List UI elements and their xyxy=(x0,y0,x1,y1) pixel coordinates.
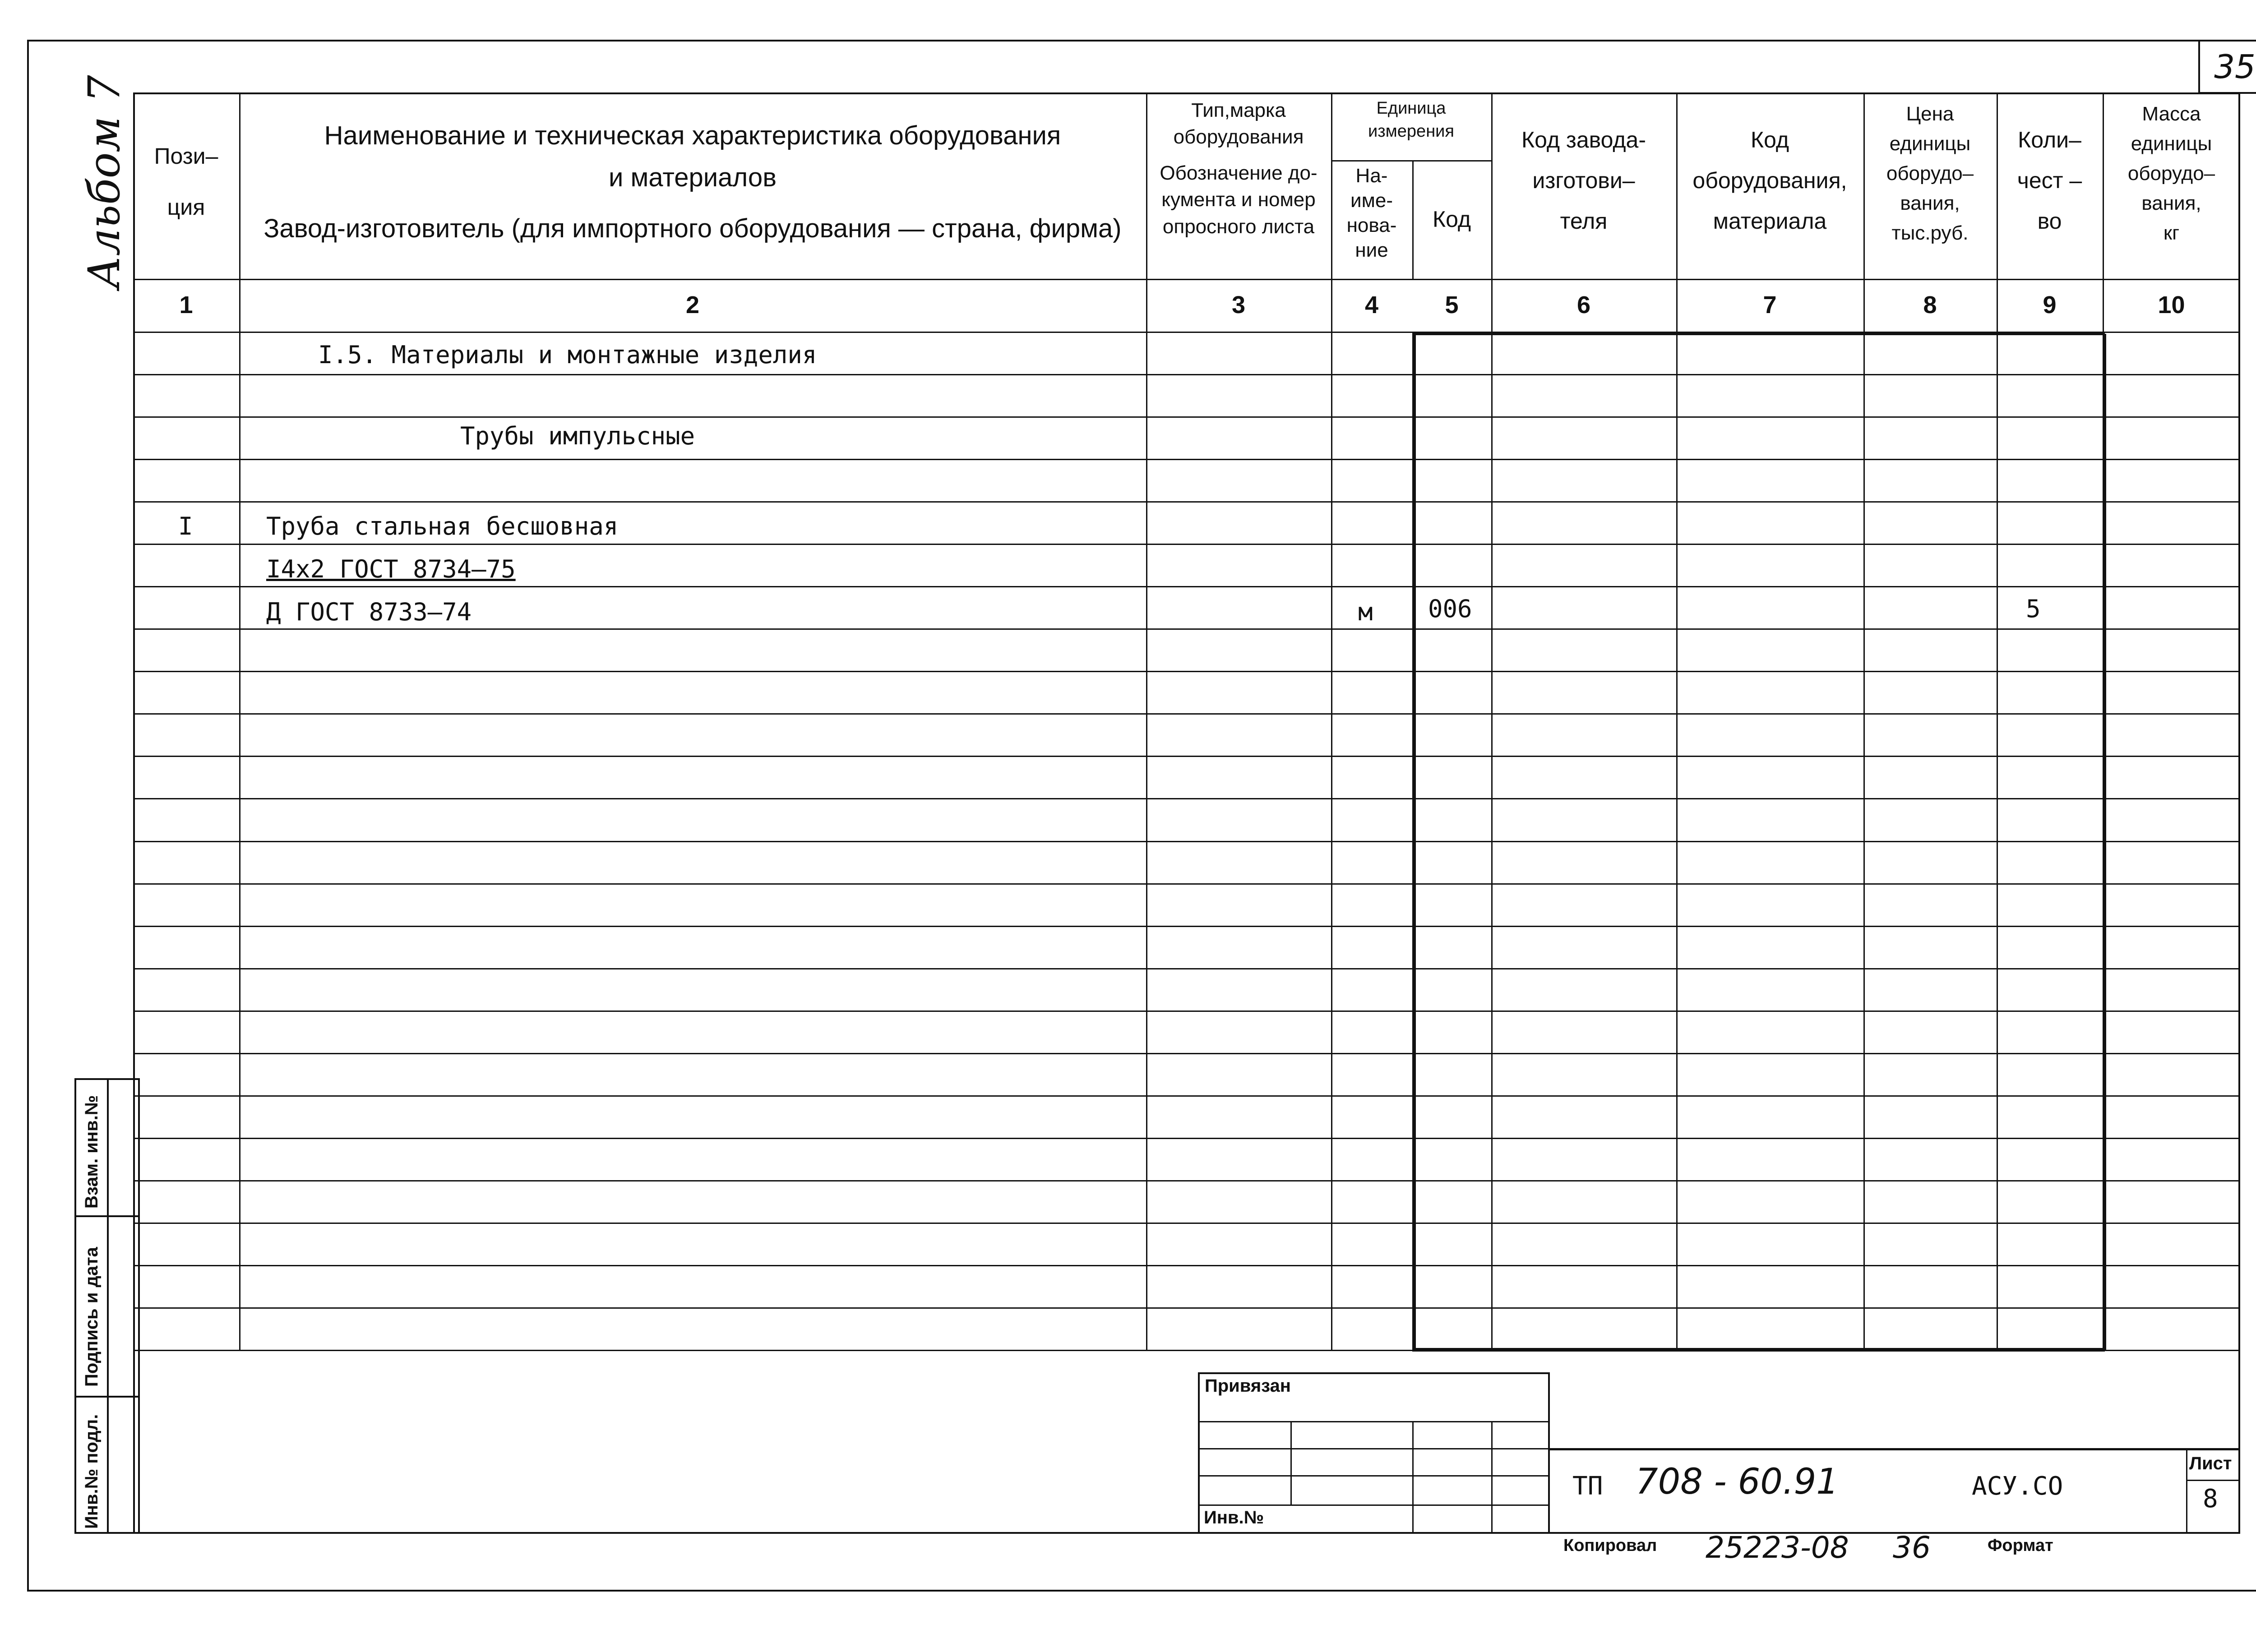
header-text: Единица xyxy=(1376,99,1446,118)
table-row-line xyxy=(133,374,2240,375)
table-row-line xyxy=(133,459,2240,460)
header-text: опросного листа xyxy=(1162,215,1315,238)
stamp-copied: Копировал xyxy=(1563,1536,1657,1555)
stamp-line xyxy=(1198,1448,1550,1449)
stamp-privyazan: Привязан xyxy=(1205,1376,1291,1396)
col-number: 10 xyxy=(2158,291,2185,318)
side-label-vzam: Взам. инв.№ xyxy=(82,1095,102,1209)
stamp-line xyxy=(1198,1421,1550,1422)
item-unit: м xyxy=(1358,598,1373,626)
header-text: ция xyxy=(167,194,205,220)
stamp-doc-number: 708 - 60.91 xyxy=(1636,1462,1839,1502)
title-block-line xyxy=(2186,1448,2187,1534)
col-line xyxy=(1491,92,1493,1351)
table-row-line xyxy=(133,713,2240,715)
header-text: Код xyxy=(1750,127,1789,152)
subsection-title: Трубы импульсные xyxy=(460,422,695,450)
table-row-line xyxy=(133,1180,2240,1181)
header-text: единицы xyxy=(1889,133,1971,155)
title-block-line xyxy=(2186,1480,2240,1481)
table-row-line xyxy=(133,628,2240,630)
table-row-line xyxy=(133,1265,2240,1266)
side-strip-divider xyxy=(107,1080,109,1532)
header-text: оборудо– xyxy=(1886,162,1974,185)
header-text: Цена xyxy=(1906,103,1954,125)
header-text: тыс.руб. xyxy=(1891,222,1969,244)
item-quantity: 5 xyxy=(2026,595,2041,623)
header-equip-code xyxy=(1678,120,1861,241)
header-text: Код завода- xyxy=(1521,127,1646,152)
col-number: 1 xyxy=(179,291,193,318)
table-row-line xyxy=(133,1053,2240,1054)
header-text: Масса xyxy=(2142,103,2201,125)
stamp-line xyxy=(1198,1475,1550,1477)
unit-divider xyxy=(1331,160,1491,162)
header-position xyxy=(135,140,237,223)
header-unit xyxy=(1333,97,1489,143)
table-row-line xyxy=(133,1223,2240,1224)
header-line xyxy=(1412,332,2105,335)
header-unit-code: Код xyxy=(1432,207,1471,232)
header-price xyxy=(1866,99,1994,248)
table-row-line xyxy=(133,544,2240,545)
header-text: Тип,марка xyxy=(1191,99,1286,121)
stamp-code: АСУ.СО xyxy=(1972,1472,2063,1501)
header-mass xyxy=(2105,99,2238,248)
title-block-line xyxy=(1550,1448,2240,1450)
side-label-inv-podl: Инв.№ подл. xyxy=(82,1414,102,1529)
col-number: 9 xyxy=(2043,291,2057,318)
header-text: Пози– xyxy=(154,143,218,169)
item-name: Труба стальная бесшовная xyxy=(266,512,619,540)
col-line xyxy=(2103,334,2106,1351)
section-title: I.5. Материалы и монтажные изделия xyxy=(318,341,817,369)
side-label-signature: Подпись и дата xyxy=(82,1247,102,1387)
table-row-line xyxy=(133,841,2240,842)
stamp-line xyxy=(1198,1504,1550,1506)
table-row-line xyxy=(133,1011,2240,1012)
col-number: 6 xyxy=(1576,291,1591,318)
header-text: вания, xyxy=(1900,192,1960,214)
header-text: кг xyxy=(2163,222,2180,244)
item-spec-1: I4x2 ГОСТ 8734–75 xyxy=(266,555,516,583)
stamp-tp: ТП xyxy=(1572,1472,1603,1501)
stamp-line xyxy=(1491,1421,1493,1534)
header-unit-name xyxy=(1333,163,1410,263)
col-line xyxy=(1676,92,1678,1351)
header-text: измерения xyxy=(1368,122,1454,141)
header-name xyxy=(241,115,1144,249)
page-number: 35 xyxy=(2198,40,2256,94)
header-text: вания, xyxy=(2141,192,2201,214)
stamp-line xyxy=(1412,1421,1414,1534)
header-line xyxy=(133,279,2240,280)
side-strip xyxy=(74,1078,140,1534)
header-type xyxy=(1148,97,1329,240)
header-text: Обозначение до- xyxy=(1160,162,1318,184)
table-row-line xyxy=(133,416,2240,418)
header-text: ние xyxy=(1355,239,1388,261)
col-line xyxy=(239,92,240,1351)
table-row-line xyxy=(133,798,2240,799)
header-text: оборудования, xyxy=(1692,168,1847,193)
stamp-copy-number-2: 36 xyxy=(1893,1530,1931,1565)
stamp-inv: Инв.№ xyxy=(1204,1508,1264,1527)
header-text: изготови– xyxy=(1532,168,1635,193)
header-text: нова- xyxy=(1346,214,1397,236)
table-row-line xyxy=(133,756,2240,757)
side-strip-line xyxy=(76,1215,138,1217)
stamp-copy-number: 25223-08 xyxy=(1706,1530,1849,1565)
header-text: во xyxy=(2037,208,2062,234)
stamp-line xyxy=(1290,1421,1292,1504)
col-line xyxy=(1146,92,1147,1351)
table-row-line xyxy=(133,586,2240,587)
col-line xyxy=(1331,92,1332,1351)
col-line xyxy=(1412,160,1414,280)
stamp-sheet-label: Лист xyxy=(2189,1454,2232,1473)
col-number: 5 xyxy=(1445,291,1459,318)
header-text: материала xyxy=(1713,208,1827,234)
table-row-line xyxy=(133,968,2240,969)
header-qty xyxy=(1999,120,2100,241)
header-text: и материалов xyxy=(608,162,777,192)
col-line xyxy=(1863,92,1865,1351)
item-position: I xyxy=(178,512,193,540)
table-row-line xyxy=(133,1307,2240,1309)
item-spec-2: Д ГОСТ 8733–74 xyxy=(266,598,472,626)
header-text: оборудования xyxy=(1173,126,1304,148)
table-row-line xyxy=(133,926,2240,927)
col-number: 4 xyxy=(1364,291,1379,318)
col-line xyxy=(1997,92,1998,1351)
side-strip-line xyxy=(76,1396,138,1398)
header-text: На- xyxy=(1355,165,1388,187)
table-row-line xyxy=(133,671,2240,672)
table-row-line xyxy=(133,1138,2240,1139)
header-text: име- xyxy=(1350,189,1393,212)
header-text: единицы xyxy=(2131,133,2212,155)
table-row-line xyxy=(133,501,2240,503)
album-label: Альбом 7 xyxy=(79,75,129,289)
col-line xyxy=(2103,92,2104,334)
col-line xyxy=(1412,334,1416,1351)
col-number: 7 xyxy=(1763,291,1777,318)
header-text: Коли– xyxy=(2018,127,2081,152)
header-text: теля xyxy=(1560,208,1608,234)
stamp-sheet: 8 xyxy=(2203,1484,2218,1514)
body-bottom-line xyxy=(133,1350,2240,1351)
table-row-line xyxy=(133,883,2240,885)
table-row-line xyxy=(133,1095,2240,1097)
col-number: 8 xyxy=(1923,291,1937,318)
header-factory-code xyxy=(1493,120,1674,241)
col-number: 3 xyxy=(1231,291,1246,318)
header-text: чест – xyxy=(2017,168,2082,193)
header-text: Завод-изготовитель (для импортного оборудования — страна, фирма) xyxy=(264,213,1122,243)
header-text: кумента и номер xyxy=(1161,189,1316,211)
stamp-format: Формат xyxy=(1988,1536,2053,1555)
col-number: 2 xyxy=(685,291,700,318)
header-text: оборудо– xyxy=(2127,162,2215,185)
header-text: Наименование и техническая характеристика оборудования xyxy=(324,121,1061,150)
item-unit-code: 006 xyxy=(1428,595,1472,623)
